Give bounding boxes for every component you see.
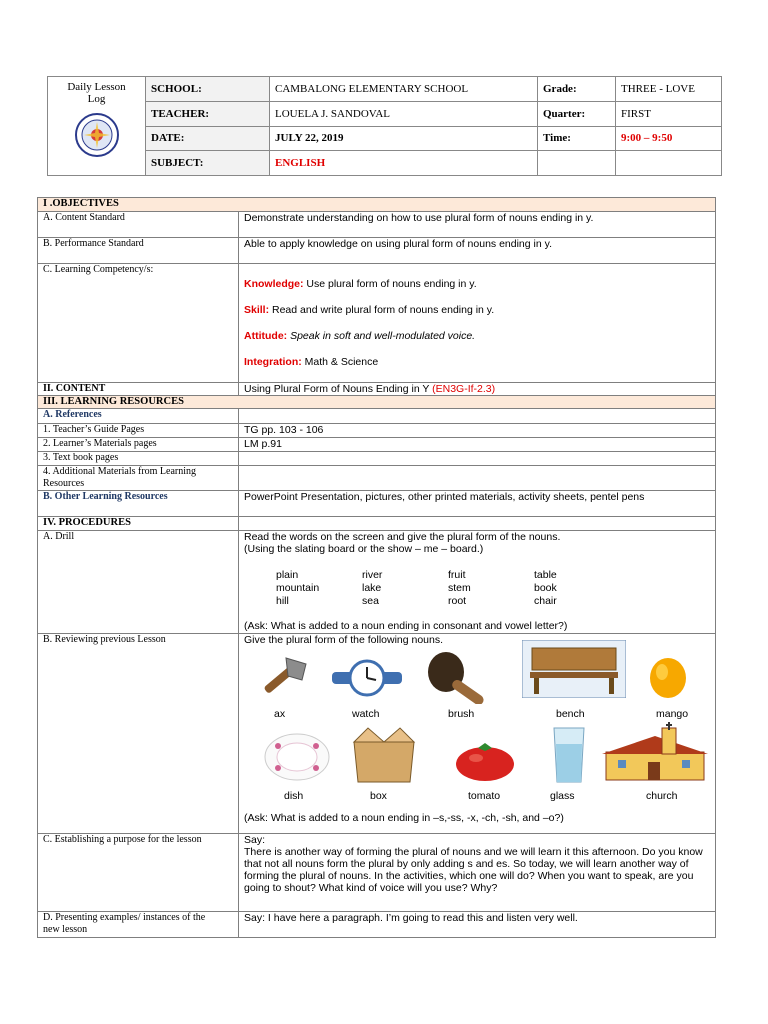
word: plain xyxy=(276,569,299,581)
empty-cell xyxy=(538,151,616,176)
tg-label: 1. Teacher’s Guide Pages xyxy=(38,424,239,438)
word: book xyxy=(534,582,557,594)
purpose-text: Say: There is another way of forming the plural of nouns and we will learn it this afternoon. Do you know that not all nouns form the plural by only adding s and es. So today, we will learn another way of forming the plural of nouns. In the activities, which one will do? When you want to speak, are you going to shout? What kind of voice will you use? Why? xyxy=(239,834,716,912)
knowledge-line xyxy=(244,278,710,290)
empty-cell xyxy=(239,409,716,424)
word: river xyxy=(362,569,383,581)
picture-label: church xyxy=(646,790,678,802)
presenting-label: D. Presenting examples/ instances of the new lesson xyxy=(38,912,239,938)
church-icon xyxy=(600,722,710,782)
time-label: Time: xyxy=(538,126,616,151)
knowledge-label: Knowledge: xyxy=(244,278,304,290)
skill-label: Skill: xyxy=(244,304,270,316)
word: root xyxy=(448,595,467,607)
dish-icon xyxy=(264,732,330,782)
lesson-table xyxy=(37,197,716,938)
lm-value: LM p.91 xyxy=(239,438,716,452)
watch-icon xyxy=(332,658,402,698)
school-value: CAMBALONG ELEMENTARY SCHOOL xyxy=(270,77,538,102)
learning-competency-value xyxy=(239,264,716,383)
drill-question: (Ask: What is added to a noun ending in consonant and vowel letter?) xyxy=(244,620,568,632)
quarter-label: Quarter: xyxy=(538,101,616,126)
drill-instruction-note: (Using the slating board or the show – me – board.) xyxy=(244,543,484,555)
picture-label: brush xyxy=(448,708,475,720)
resources-heading: III. LEARNING RESOURCES xyxy=(38,396,716,409)
date-label: DATE: xyxy=(146,126,270,151)
picture-area xyxy=(244,646,710,826)
presenting-text: Say: I have here a paragraph. I’m going to read this and listen very well. xyxy=(239,912,716,938)
word: mountain xyxy=(276,582,320,594)
purpose-label: C. Establishing a purpose for the lesson xyxy=(38,834,239,912)
grade-label: Grade: xyxy=(538,77,616,102)
performance-standard-label: B. Performance Standard xyxy=(38,238,239,264)
time-value: 9:00 – 9:50 xyxy=(616,126,722,151)
word: sea xyxy=(362,595,379,607)
learning-competency-label: C. Learning Competency/s: xyxy=(38,264,239,383)
quarter-value: FIRST xyxy=(616,101,722,126)
performance-standard-value: Able to apply knowledge on using plural form of nouns ending in y. xyxy=(239,238,716,264)
picture-label: box xyxy=(370,790,387,802)
picture-label: glass xyxy=(550,790,575,802)
skill-text: Read and write plural form of nouns ending in y. xyxy=(269,304,495,316)
teacher-label: TEACHER: xyxy=(146,101,270,126)
additional-materials-label: 4. Additional Materials from Learning Resources xyxy=(38,466,239,491)
integration-label: Integration: xyxy=(244,356,302,368)
tg-value: TG pp. 103 - 106 xyxy=(239,424,716,438)
content-code: (EN3G-If-2.3) xyxy=(432,383,496,395)
brush-icon xyxy=(424,650,494,704)
box-icon xyxy=(348,726,420,784)
empty-cell xyxy=(616,151,722,176)
grade-value: THREE - LOVE xyxy=(616,77,722,102)
drill-label: A. Drill xyxy=(38,531,239,634)
tomato-icon xyxy=(454,740,516,782)
picture-label: bench xyxy=(556,708,585,720)
picture-label: dish xyxy=(284,790,304,802)
picture-label: ax xyxy=(274,708,286,720)
empty-cell xyxy=(239,452,716,466)
word: hill xyxy=(276,595,289,607)
knowledge-text: Use plural form of nouns ending in y. xyxy=(303,278,477,290)
lm-label: 2. Learner’s Materials pages xyxy=(38,438,239,452)
references-label: A. References xyxy=(38,409,239,424)
log-title: Daily Lesson Log xyxy=(67,81,126,105)
empty-cell xyxy=(239,517,716,531)
teacher-value: LOUELA J. SANDOVAL xyxy=(270,101,538,126)
objectives-heading: I .OBJECTIVES xyxy=(38,198,716,212)
integration-line xyxy=(244,356,710,368)
attitude-label: Attitude: xyxy=(244,330,288,342)
review-label: B. Reviewing previous Lesson xyxy=(38,634,239,834)
content-text: Using Plural Form of Nouns Ending in Y xyxy=(244,383,433,395)
review-question: (Ask: What is added to a noun ending in –s,-ss, -x, -ch, -sh, and –o?) xyxy=(244,812,564,824)
textbook-label: 3. Text book pages xyxy=(38,452,239,466)
drill-instruction: Read the words on the screen and give the plural form of the nouns. xyxy=(244,531,561,543)
other-resources-label: B. Other Learning Resources xyxy=(38,491,239,517)
picture-label: watch xyxy=(352,708,380,720)
review-instruction: Give the plural form of the following nouns. xyxy=(244,634,444,646)
subject-label: SUBJECT: xyxy=(146,151,270,176)
attitude-line xyxy=(244,330,710,342)
drill-content xyxy=(239,531,716,634)
subject-value: ENGLISH xyxy=(270,151,538,176)
header-table xyxy=(47,76,722,176)
procedures-heading: IV. PROCEDURES xyxy=(38,517,239,531)
deped-seal-icon xyxy=(75,113,119,157)
picture-label: mango xyxy=(656,708,689,720)
skill-line xyxy=(244,304,710,316)
word: table xyxy=(534,569,557,581)
content-value xyxy=(239,383,716,396)
integration-text: Math & Science xyxy=(301,356,379,368)
attitude-text: Speak in soft and well-modulated voice. xyxy=(287,330,476,342)
word: lake xyxy=(362,582,382,594)
review-content xyxy=(239,634,716,834)
picture-label: tomato xyxy=(468,790,501,802)
word: stem xyxy=(448,582,471,594)
log-title-cell xyxy=(48,77,146,176)
word: chair xyxy=(534,595,557,607)
content-heading: II. CONTENT xyxy=(38,383,239,396)
glass-icon xyxy=(550,726,588,784)
content-standard-value: Demonstrate understanding on how to use plural form of nouns ending in y. xyxy=(239,212,716,238)
word-grid xyxy=(276,569,710,607)
other-resources-value: PowerPoint Presentation, pictures, other printed materials, activity sheets, pentel pens xyxy=(239,491,716,517)
school-label: SCHOOL: xyxy=(146,77,270,102)
date-value: JULY 22, 2019 xyxy=(270,126,538,151)
empty-cell xyxy=(239,466,716,491)
content-standard-label: A. Content Standard xyxy=(38,212,239,238)
word: fruit xyxy=(448,569,466,581)
mango-icon xyxy=(644,652,692,700)
ax-icon xyxy=(258,654,310,704)
bench-icon xyxy=(522,640,626,698)
